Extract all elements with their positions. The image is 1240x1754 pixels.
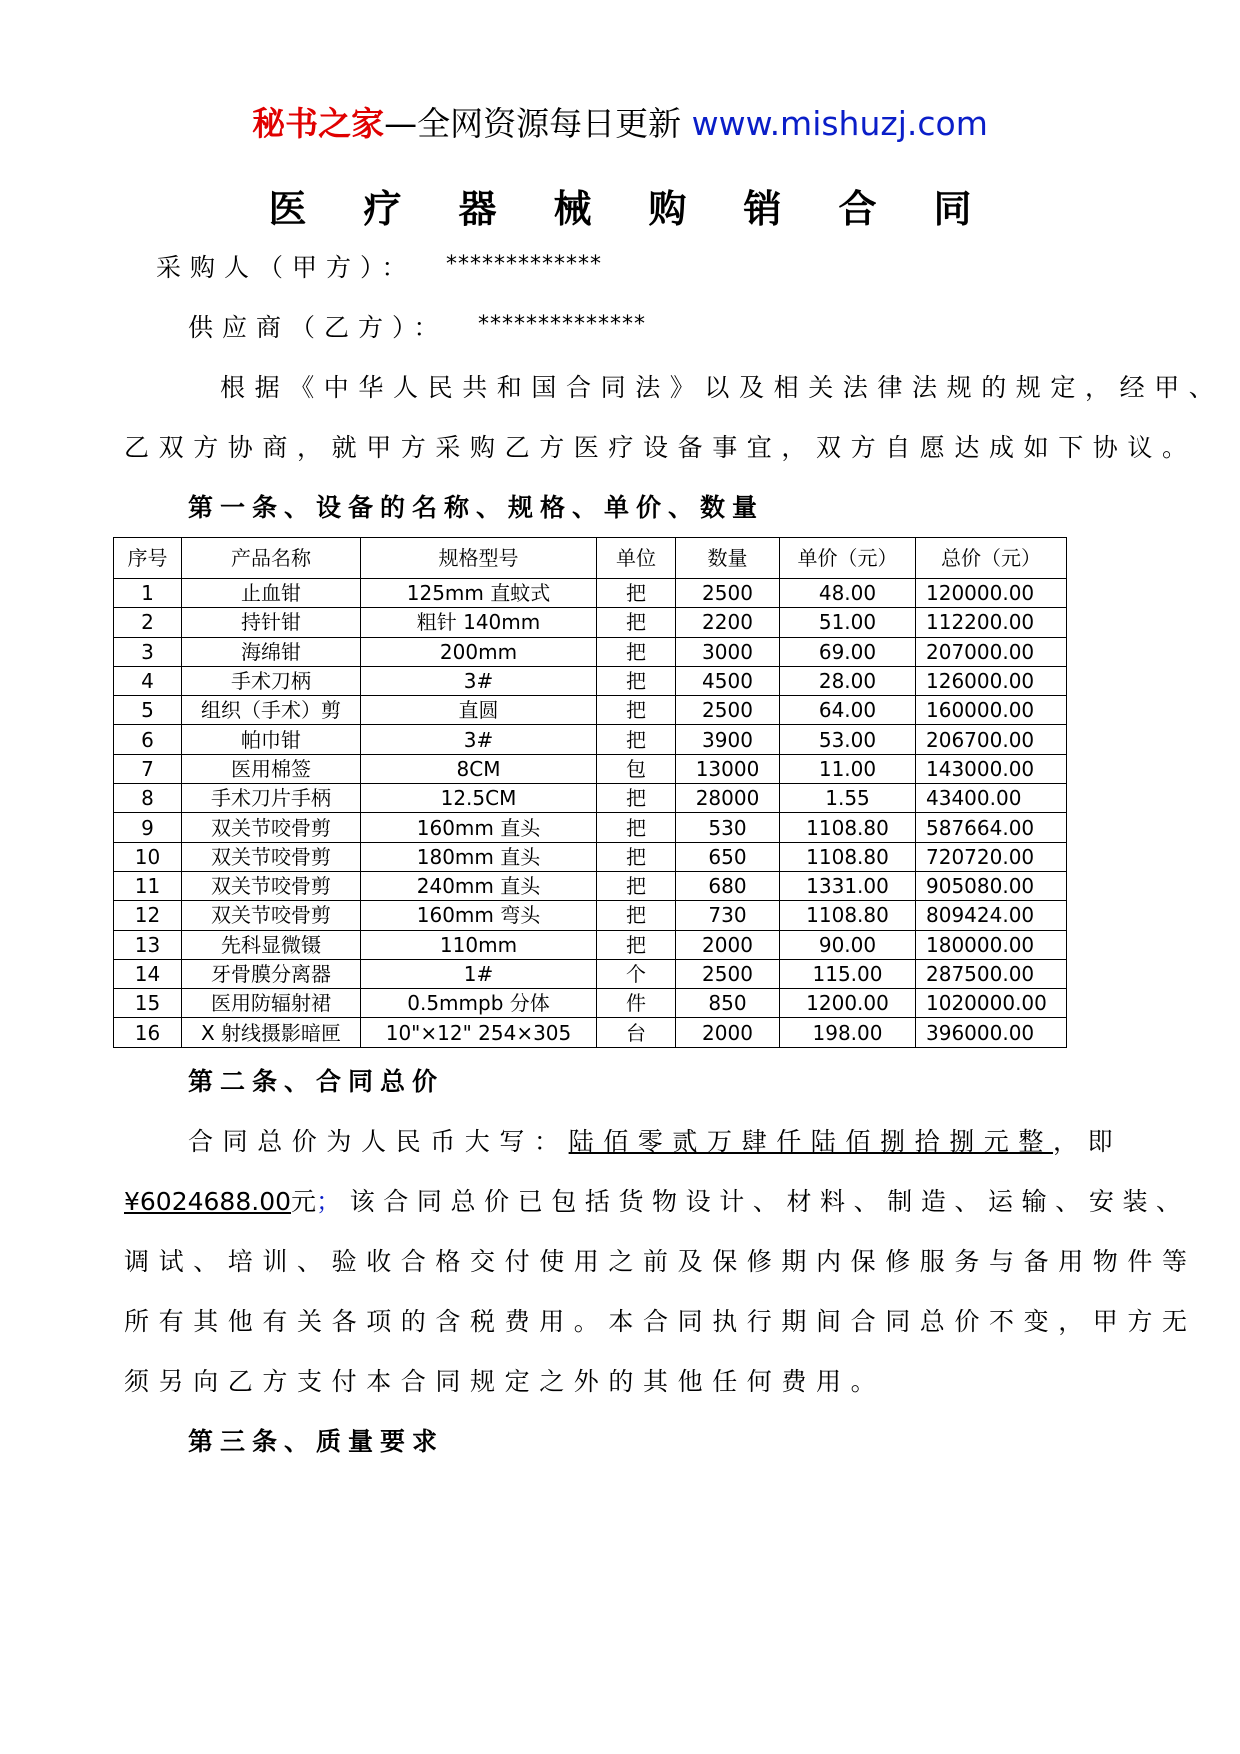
cell-total: 287500.00: [916, 959, 1067, 988]
table-row: [114, 754, 1067, 783]
cell-no: 16: [114, 1018, 182, 1047]
cell-qty: 3000: [676, 637, 780, 666]
price-line-5: 须另向乙方支付本合同规定之外的其他任何费用。: [124, 1367, 886, 1396]
buyer-label: 采购人（甲方）：: [156, 253, 416, 282]
cell-spec: 粗针 140mm: [361, 608, 597, 637]
cell-product-name: 止血钳: [182, 579, 361, 608]
price-in-words: 陆佰零贰万肆仟陆佰捌拾捌元整: [568, 1127, 1054, 1156]
cell-qty: 13000: [676, 754, 780, 783]
table-row: [114, 637, 1067, 666]
watermark-tagline: —全网资源每日更新: [384, 104, 692, 143]
cell-qty: 2500: [676, 959, 780, 988]
site-watermark: [0, 100, 1240, 148]
cell-spec: 200mm: [361, 637, 597, 666]
table-row: [114, 989, 1067, 1018]
cell-unit-price: 53.00: [780, 725, 916, 754]
price-semicolon: ；: [316, 1187, 350, 1216]
table-row: [114, 666, 1067, 695]
cell-total: 1020000.00: [916, 989, 1067, 1018]
cell-spec: 0.5mmpb 分体: [361, 989, 597, 1018]
cell-spec: 110mm: [361, 930, 597, 959]
cell-product-name: 医用棉签: [182, 754, 361, 783]
cell-qty: 2500: [676, 579, 780, 608]
buyer-value: *************: [446, 252, 602, 277]
cell-spec: 240mm 直头: [361, 871, 597, 900]
table-row: [114, 930, 1067, 959]
col-header-name: 产品名称: [182, 538, 361, 579]
cell-qty: 730: [676, 901, 780, 930]
cell-spec: 180mm 直头: [361, 842, 597, 871]
cell-no: 13: [114, 930, 182, 959]
cell-unit: 台: [597, 1018, 676, 1047]
cell-unit: 把: [597, 696, 676, 725]
cell-spec: 3#: [361, 725, 597, 754]
cell-unit: 把: [597, 725, 676, 754]
cell-unit: 把: [597, 930, 676, 959]
cell-unit-price: 1108.80: [780, 813, 916, 842]
cell-no: 9: [114, 813, 182, 842]
table-row: [114, 842, 1067, 871]
col-header-unit: 单位: [597, 538, 676, 579]
cell-unit-price: 1108.80: [780, 842, 916, 871]
cell-unit: 包: [597, 754, 676, 783]
cell-unit-price: 64.00: [780, 696, 916, 725]
cell-unit: 把: [597, 813, 676, 842]
cell-qty: 2000: [676, 1018, 780, 1047]
cell-no: 3: [114, 637, 182, 666]
cell-total: 160000.00: [916, 696, 1067, 725]
cell-unit-price: 48.00: [780, 579, 916, 608]
cell-no: 8: [114, 784, 182, 813]
table-header-row: [114, 538, 1067, 579]
cell-total: 43400.00: [916, 784, 1067, 813]
price-line-2: [124, 1182, 1190, 1222]
cell-unit-price: 1.55: [780, 784, 916, 813]
cell-qty: 2500: [676, 696, 780, 725]
cell-qty: 3900: [676, 725, 780, 754]
cell-qty: 28000: [676, 784, 780, 813]
cell-qty: 650: [676, 842, 780, 871]
cell-product-name: 双关节咬骨剪: [182, 842, 361, 871]
cell-product-name: 组织（手术）剪: [182, 696, 361, 725]
cell-unit-price: 1200.00: [780, 989, 916, 1018]
cell-qty: 680: [676, 871, 780, 900]
cell-unit: 把: [597, 784, 676, 813]
col-header-total: 总价（元）: [916, 538, 1067, 579]
cell-product-name: 海绵钳: [182, 637, 361, 666]
table-row: [114, 959, 1067, 988]
col-header-no: 序号: [114, 538, 182, 579]
cell-unit-price: 115.00: [780, 959, 916, 988]
cell-unit: 把: [597, 608, 676, 637]
cell-product-name: 双关节咬骨剪: [182, 871, 361, 900]
cell-unit-price: 11.00: [780, 754, 916, 783]
price-line-2-text: 该合同总价已包括货物设计、材料、制造、运输、安装、: [349, 1187, 1190, 1216]
cell-unit-price: 28.00: [780, 666, 916, 695]
cell-unit: 把: [597, 579, 676, 608]
price-words-suffix: ，即: [1053, 1127, 1123, 1156]
table-row: [114, 813, 1067, 842]
cell-product-name: 双关节咬骨剪: [182, 901, 361, 930]
price-line-3: 调试、培训、验收合格交付使用之前及保修期内保修服务与备用物件等: [124, 1247, 1197, 1276]
article-3-heading: 第三条、质量要求: [188, 1427, 445, 1456]
cell-no: 7: [114, 754, 182, 783]
table-row: [114, 725, 1067, 754]
seller-label: 供应商（乙方）：: [188, 313, 448, 342]
cell-total: 207000.00: [916, 637, 1067, 666]
article-2-heading: 第二条、合同总价: [188, 1067, 445, 1096]
cell-total: 587664.00: [916, 813, 1067, 842]
cell-product-name: 牙骨膜分离器: [182, 959, 361, 988]
cell-unit: 把: [597, 637, 676, 666]
watermark-url[interactable]: www.mishuzj.com: [691, 104, 988, 143]
intro-line-2: 乙双方协商，就甲方采购乙方医疗设备事宜，双方自愿达成如下协议。: [124, 433, 1197, 462]
cell-total: 809424.00: [916, 901, 1067, 930]
table-row: [114, 608, 1067, 637]
table-row: [114, 1018, 1067, 1047]
cell-total: 905080.00: [916, 871, 1067, 900]
cell-qty: 2200: [676, 608, 780, 637]
cell-unit-price: 51.00: [780, 608, 916, 637]
price-unit: 元: [291, 1187, 317, 1216]
cell-spec: 3#: [361, 666, 597, 695]
table-row: [114, 871, 1067, 900]
table-row: [114, 784, 1067, 813]
cell-no: 11: [114, 871, 182, 900]
cell-product-name: 持针钳: [182, 608, 361, 637]
cell-spec: 160mm 直头: [361, 813, 597, 842]
cell-unit: 个: [597, 959, 676, 988]
cell-product-name: 手术刀柄: [182, 666, 361, 695]
cell-total: 720720.00: [916, 842, 1067, 871]
cell-product-name: 医用防辐射裙: [182, 989, 361, 1018]
table-row: [114, 696, 1067, 725]
cell-spec: 160mm 弯头: [361, 901, 597, 930]
cell-no: 5: [114, 696, 182, 725]
cell-total: 206700.00: [916, 725, 1067, 754]
table-row: [114, 901, 1067, 930]
cell-unit-price: 90.00: [780, 930, 916, 959]
cell-no: 12: [114, 901, 182, 930]
cell-qty: 530: [676, 813, 780, 842]
cell-total: 180000.00: [916, 930, 1067, 959]
cell-total: 112200.00: [916, 608, 1067, 637]
intro-line-1: 根据《中华人民共和国合同法》以及相关法律法规的规定，经甲、: [220, 373, 1224, 402]
seller-value: **************: [478, 312, 646, 337]
cell-unit: 把: [597, 842, 676, 871]
document-title: 医疗器械购销合同: [268, 187, 1029, 231]
article-1-heading: 第一条、设备的名称、规格、单价、数量: [188, 493, 765, 522]
cell-product-name: 手术刀片手柄: [182, 784, 361, 813]
cell-spec: 1#: [361, 959, 597, 988]
cell-no: 1: [114, 579, 182, 608]
col-header-qty: 数量: [676, 538, 780, 579]
cell-spec: 12.5CM: [361, 784, 597, 813]
price-amount: ¥6024688.00: [124, 1187, 292, 1216]
col-header-unit-price: 单价（元）: [780, 538, 916, 579]
cell-qty: 850: [676, 989, 780, 1018]
cell-no: 14: [114, 959, 182, 988]
cell-product-name: 先科显微镊: [182, 930, 361, 959]
cell-unit-price: 1331.00: [780, 871, 916, 900]
cell-spec: 8CM: [361, 754, 597, 783]
cell-unit: 把: [597, 666, 676, 695]
cell-unit: 把: [597, 901, 676, 930]
cell-product-name: 帕巾钳: [182, 725, 361, 754]
cell-unit-price: 198.00: [780, 1018, 916, 1047]
col-header-spec: 规格型号: [361, 538, 597, 579]
cell-total: 396000.00: [916, 1018, 1067, 1047]
cell-total: 126000.00: [916, 666, 1067, 695]
cell-spec: 10"×12" 254×305: [361, 1018, 597, 1047]
watermark-brand: 秘书之家: [252, 104, 385, 143]
cell-spec: 直圆: [361, 696, 597, 725]
cell-no: 10: [114, 842, 182, 871]
cell-no: 6: [114, 725, 182, 754]
cell-unit-price: 69.00: [780, 637, 916, 666]
price-line-4: 所有其他有关各项的含税费用。本合同执行期间合同总价不变，甲方无: [124, 1307, 1197, 1336]
cell-unit-price: 1108.80: [780, 901, 916, 930]
cell-product-name: 双关节咬骨剪: [182, 813, 361, 842]
cell-unit: 把: [597, 871, 676, 900]
cell-total: 120000.00: [916, 579, 1067, 608]
cell-unit: 件: [597, 989, 676, 1018]
cell-product-name: X 射线摄影暗匣: [182, 1018, 361, 1047]
table-row: [114, 579, 1067, 608]
price-line-1: [188, 1122, 1122, 1162]
cell-qty: 4500: [676, 666, 780, 695]
equipment-table: [113, 537, 1067, 1048]
cell-spec: 125mm 直蚊式: [361, 579, 597, 608]
cell-no: 15: [114, 989, 182, 1018]
cell-no: 4: [114, 666, 182, 695]
cell-no: 2: [114, 608, 182, 637]
cell-total: 143000.00: [916, 754, 1067, 783]
cell-qty: 2000: [676, 930, 780, 959]
price-words-prefix: 合同总价为人民币大写：: [188, 1127, 569, 1156]
